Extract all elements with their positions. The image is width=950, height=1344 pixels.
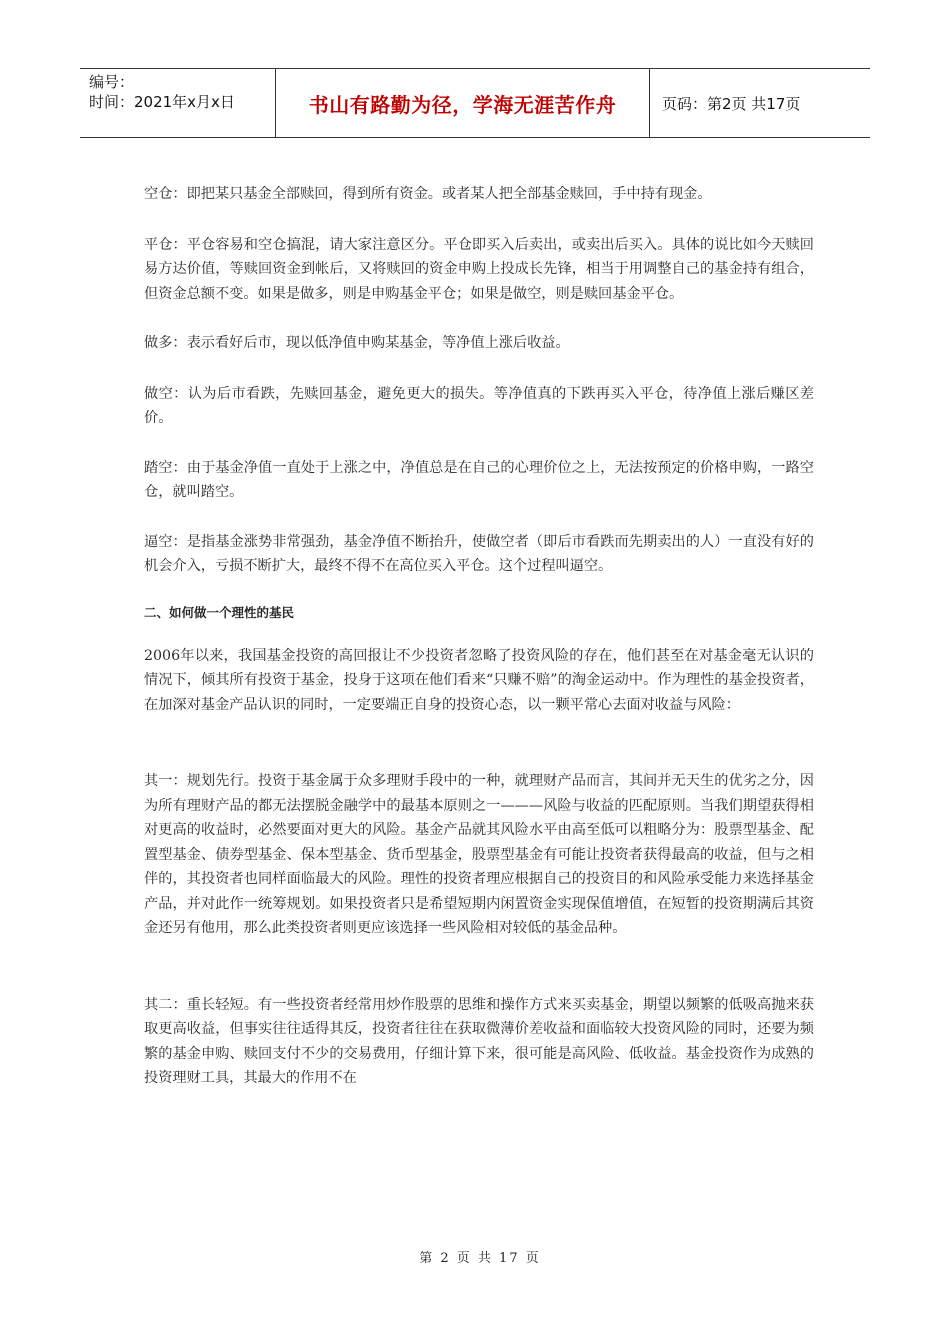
document-number-label: 编号： [89, 73, 135, 91]
paragraph-intro: 2006年以来，我国基金投资的高回报让不少投资者忽略了投资风险的存在，他们甚至在对基金毫无认识的情况下，倾其所有投资于基金，投身于这项在他们看来“只赚不赔”的淘金运动中。作为理性的基金投资者，在加深对基金产品认识的同时，一定要端正自身的投资心态，以一颗平常心去面对收益与风险： [144, 647, 814, 713]
paragraph-zuoduo: 做多：表示看好后市，现以低净值申购某基金，等净值上涨后收益。 [144, 335, 570, 351]
paragraph-point-two: 其二：重长轻短。有一些投资者经常用炒作股票的思维和操作方式来买卖基金，期望以频繁的低吸高抛来获取更高收益，但事实往往适得其反，投资者往往在获取微薄价差收益和面临较大投资风险的同时，还要为频繁的基金申购、赎回支付不少的交易费用，仔细计算下来，很可能是高风险、低收益。基金投资作为成熟的投资理财工具，其最大的作用不在 [144, 996, 814, 1086]
page-footer: 第 2 页 共 17 页 [419, 1251, 541, 1266]
header-motto: 书山有路勤为径，学海无涯苦作舟 [276, 69, 650, 137]
header-page-info: 页码：第2页 共17页 [662, 94, 801, 113]
paragraph-kongcang: 空仓：即把某只基金全部赎回，得到所有资金。或者某人把全部基金赎回，手中持有现金。 [144, 186, 712, 202]
header-meta [80, 69, 276, 137]
section-heading: 二、如何做一个理性的基民 [144, 604, 295, 620]
paragraph-point-one: 其一：规划先行。投资于基金属于众多理财手段中的一种，就理财产品而言，其间并无天生的优劣之分，因为所有理财产品的都无法摆脱金融学中的最基本原则之一———风险与收益的匹配原则。当我们期望获得相对更高的收益时，必然要面对更大的风险。基金产品就其风险水平由高至低可以粗略分为：股票型基金、配置型基金、债券型基金、保本型基金、货币型基金，股票型基金有可能让投资者获得最高的收益，但与之相伴的，其投资者也同样面临最大的风险。理性的投资者理应根据自己的投资目的和风险承受能力来选择基金产品，并对此作一统筹规划。如果投资者只是希望短期内闲置资金实现保值增值，在短暂的投资期满后其资金还另有他用，那么此类投资者则更应该选择一些风险相对较低的基金品种。 [144, 773, 814, 936]
document-body [144, 182, 814, 1091]
paragraph-pingcang: 平仓：平仓容易和空仓搞混，请大家注意区分。平仓即买入后卖出，或卖出后买入。具体的说比如今天赎回易方达价值，等赎回资金到帐后，又将赎回的资金申购上投成长先锋，相当于用调整自己的基金持有组合，但资金总额不变。如果是做多，则是申购基金平仓；如果是做空，则是赎回基金平仓。 [144, 236, 814, 302]
paragraph-takong: 踏空：由于基金净值一直处于上涨之中，净值总是在自己的心理价位之上，无法按预定的价格申购，一路空仓，就叫踏空。 [144, 459, 814, 500]
paragraph-zuokong: 做空：认为后市看跌，先赎回基金，避免更大的损失。等净值真的下跌再买入平仓，待净值上涨后赚区差价。 [144, 385, 814, 426]
paragraph-bikong: 逼空：是指基金涨势非常强劲，基金净值不断抬升，使做空者（即后市看跌而先期卖出的人）一直没有好的机会介入，亏损不断扩大，最终不得不在高位买入平仓。这个过程叫逼空。 [144, 533, 814, 574]
document-date: 时间：2021年x月x日 [89, 93, 235, 111]
page-header [80, 68, 870, 138]
